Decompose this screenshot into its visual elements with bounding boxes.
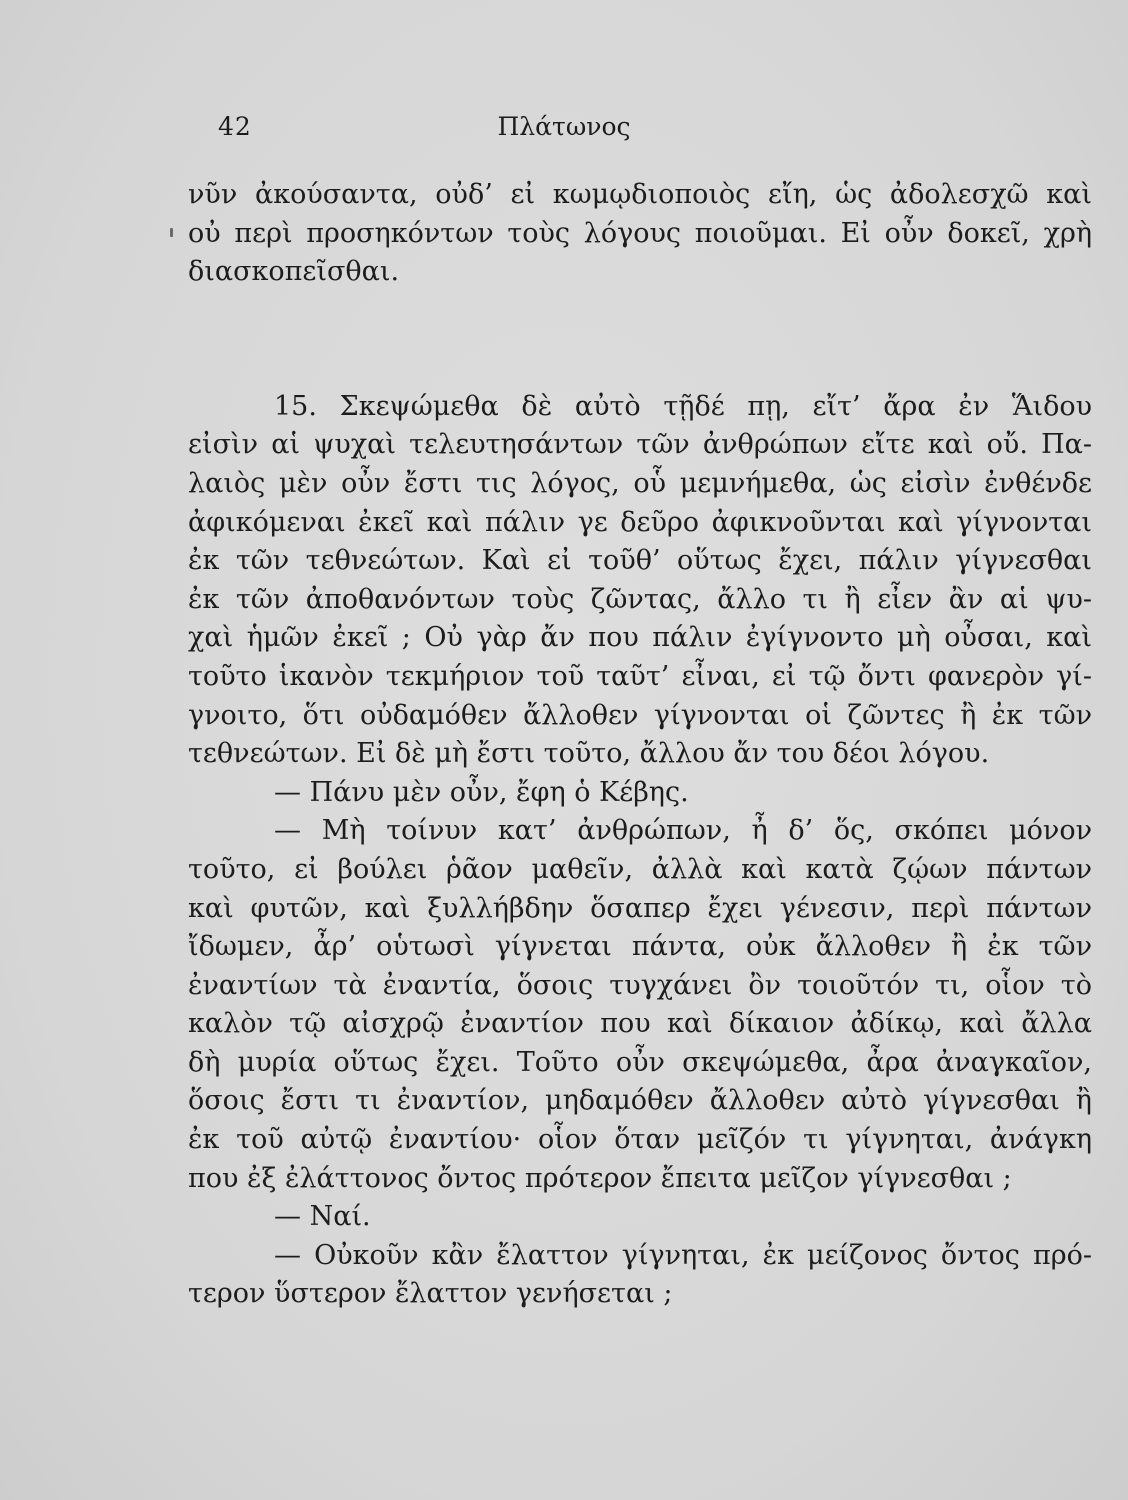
text-line: τοῦτο ἱκανὸν τεκμήριον τοῦ ταῦτ’ εἶναι, εἰ τῷ ὄντι φανερὸν γί-: [188, 660, 1092, 692]
text-line: διασκοπεῖσθαι.: [188, 256, 400, 288]
text-line: 15. Σκεψώμεθα δὲ αὐτὸ τῇδέ πῃ, εἴτ’ ἄρα ἐν Ἅιδου: [274, 390, 1092, 422]
text-line: ἐκ τῶν τεθνεώτων. Καὶ εἰ τοῦθ’ οὕτως ἔχει, πάλιν γίγνεσθαι: [188, 545, 1092, 577]
paragraph-3: [188, 812, 1092, 1198]
text-line: ὅσοις ἔστι τι ἐναντίον, μηδαμόθεν ἄλλοθεν αὐτὸ γίγνεσθαι ἢ: [188, 1085, 1092, 1117]
paragraph-2: [188, 388, 1092, 774]
text-line: δὴ μυρία οὕτως ἔχει. Τοῦτο οὖν σκεψώμεθα, ἆρα ἀναγκαῖον,: [188, 1046, 1092, 1078]
dialogue-reply-2: — Ναί.: [274, 1201, 371, 1233]
text-line: νῦν ἀκούσαντα, οὐδ’ εἰ κωμῳδιοποιὸς εἴη, ὡς ἀδολεσχῶ καὶ: [188, 179, 1092, 210]
text-line: καὶ φυτῶν, καὶ ξυλλήβδην ὅσαπερ ἔχει γένεσιν, περὶ πάντων: [188, 892, 1092, 924]
text-line: τοῦτο, εἰ βούλει ῥᾶον μαθεῖν, ἀλλὰ καὶ κατὰ ζῴων πάντων: [188, 853, 1092, 885]
text-line: ἐκ τῶν ἀποθανόντων τοὺς ζῶντας, ἄλλο τι ἢ εἶεν ἂν αἱ ψυ-: [188, 583, 1092, 615]
text-line: εἰσὶν αἱ ψυχαὶ τελευτησάντων τῶν ἀνθρώπων εἴτε καὶ οὔ. Πα-: [188, 429, 1092, 461]
text-line: — Μὴ τοίνυν κατ’ ἀνθρώπων, ἦ δ’ ὅς, σκόπει μόνον: [274, 815, 1092, 847]
text-line: χαὶ ἡμῶν ἐκεῖ ; Οὐ γὰρ ἄν που πάλιν ἐγίγνοντο μὴ οὖσαι, καὶ: [188, 622, 1092, 654]
text-line: τεθνεώτων. Εἰ δὲ μὴ ἔστι τοῦτο, ἄλλου ἄν του δέοι λόγου.: [188, 738, 990, 770]
text-line: γνοιτο, ὅτι οὐδαμόθεν ἄλλοθεν γίγνονται οἱ ζῶντες ἢ ἐκ τῶν: [188, 699, 1092, 731]
text-line: ἴδωμεν, ἆρ’ οὑτωσὶ γίγνεται πάντα, οὐκ ἄλλοθεν ἢ ἐκ τῶν: [188, 931, 1092, 963]
paragraph-1: [188, 176, 1092, 292]
text-line: ἐναντίων τὰ ἐναντία, ὅσοις τυγχάνει ὂν τοιοῦτόν τι, οἷον τὸ: [188, 969, 1092, 1001]
text-line: ἐκ τοῦ αὐτῷ ἐναντίου· οἷον ὅταν μεῖζόν τι γίγνηται, ἀνάγκη: [188, 1124, 1092, 1156]
body-text: [188, 176, 1092, 1314]
text-line: — Οὐκοῦν κἂν ἔλαττον γίγνηται, ἐκ μείζονος ὄντος πρό-: [274, 1239, 1092, 1271]
page-number: 42: [218, 112, 252, 141]
running-title: Πλάτωνος: [497, 112, 631, 141]
paragraph-4: [188, 1237, 1092, 1314]
text-line: καλὸν τῷ αἰσχρῷ ἐναντίον που καὶ δίκαιον ἀδίκῳ, καὶ ἄλλα: [188, 1008, 1092, 1040]
paragraph-gap: [188, 292, 1092, 388]
dialogue-reply-1: — Πάνυ μὲν οὖν, ἔφη ὁ Κέβης.: [274, 776, 689, 808]
text-line: τερον ὕστερον ἔλαττον γενήσεται ;: [188, 1278, 673, 1310]
text-line: οὐ περὶ προσηκόντων τοὺς λόγους ποιοῦμαι. Εἰ οὖν δοκεῖ, χρὴ: [188, 217, 1092, 249]
margin-mark: [170, 228, 173, 237]
text-line: που ἐξ ἐλάττονος ὄντος πρότερον ἔπειτα μεῖζον γίγνεσθαι ;: [188, 1162, 1012, 1194]
text-line: λαιὸς μὲν οὖν ἔστι τις λόγος, οὗ μεμνήμεθα, ὡς εἰσὶν ἐνθένδε: [188, 467, 1092, 499]
text-line: ἀφικόμεναι ἐκεῖ καὶ πάλιν γε δεῦρο ἀφικνοῦνται καὶ γίγνονται: [188, 506, 1092, 538]
